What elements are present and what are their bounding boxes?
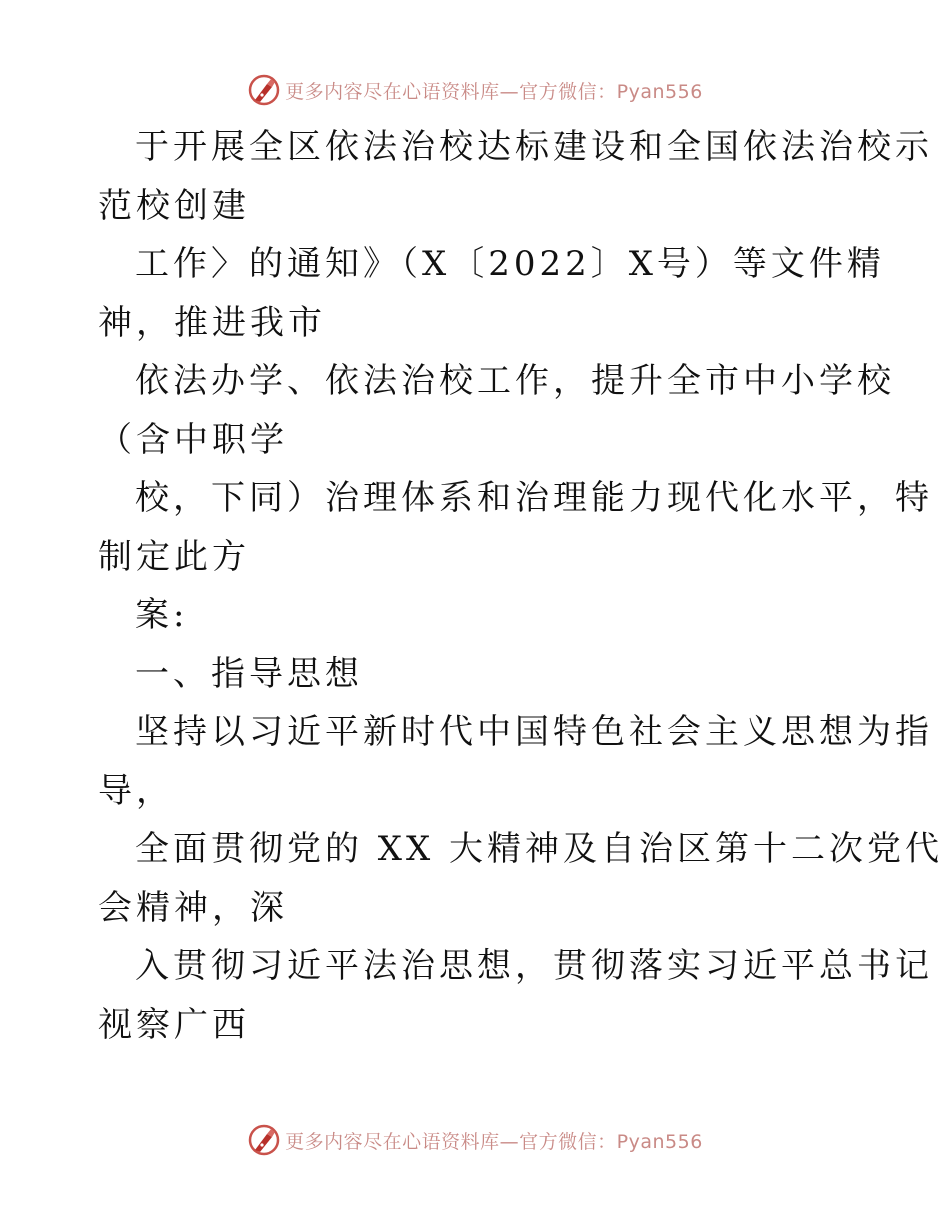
text-line: 案:	[135, 595, 189, 635]
text-line: 导，	[98, 771, 174, 811]
text-line: 范校创建	[98, 186, 250, 226]
text-line: 神，推进我市	[98, 303, 326, 343]
text-line: 制定此方	[98, 537, 250, 577]
text-line: 入贯彻习近平法治思想，贯彻落实习近平总书记	[135, 946, 933, 986]
pen-nib-logo-icon	[247, 1123, 281, 1157]
watermark-text: 更多内容尽在心语资料库—官方微信：Pyan556	[285, 1130, 703, 1153]
text-line: 会精神，深	[98, 888, 288, 928]
text-line: 于开展全区依法治校达标建设和全国依法治校示	[135, 127, 933, 167]
text-line: 工作〉的通知》（X〔2022〕X号）等文件精	[135, 244, 885, 284]
text-line: 校，下同）治理体系和治理能力现代化水平，特	[135, 478, 933, 518]
text-line: 坚持以习近平新时代中国特色社会主义思想为指	[135, 712, 933, 752]
footer-watermark	[0, 1120, 950, 1160]
watermark-text: 更多内容尽在心语资料库—官方微信：Pyan556	[285, 80, 703, 103]
text-line: 全面贯彻党的 XX 大精神及自治区第十二次党代	[135, 829, 944, 869]
text-line: 依法办学、依法治校工作，提升全市中小学校	[135, 361, 895, 401]
section-heading: 一、指导思想	[135, 654, 363, 694]
text-line: （含中职学	[98, 420, 288, 460]
text-line: 视察广西	[98, 1005, 250, 1045]
